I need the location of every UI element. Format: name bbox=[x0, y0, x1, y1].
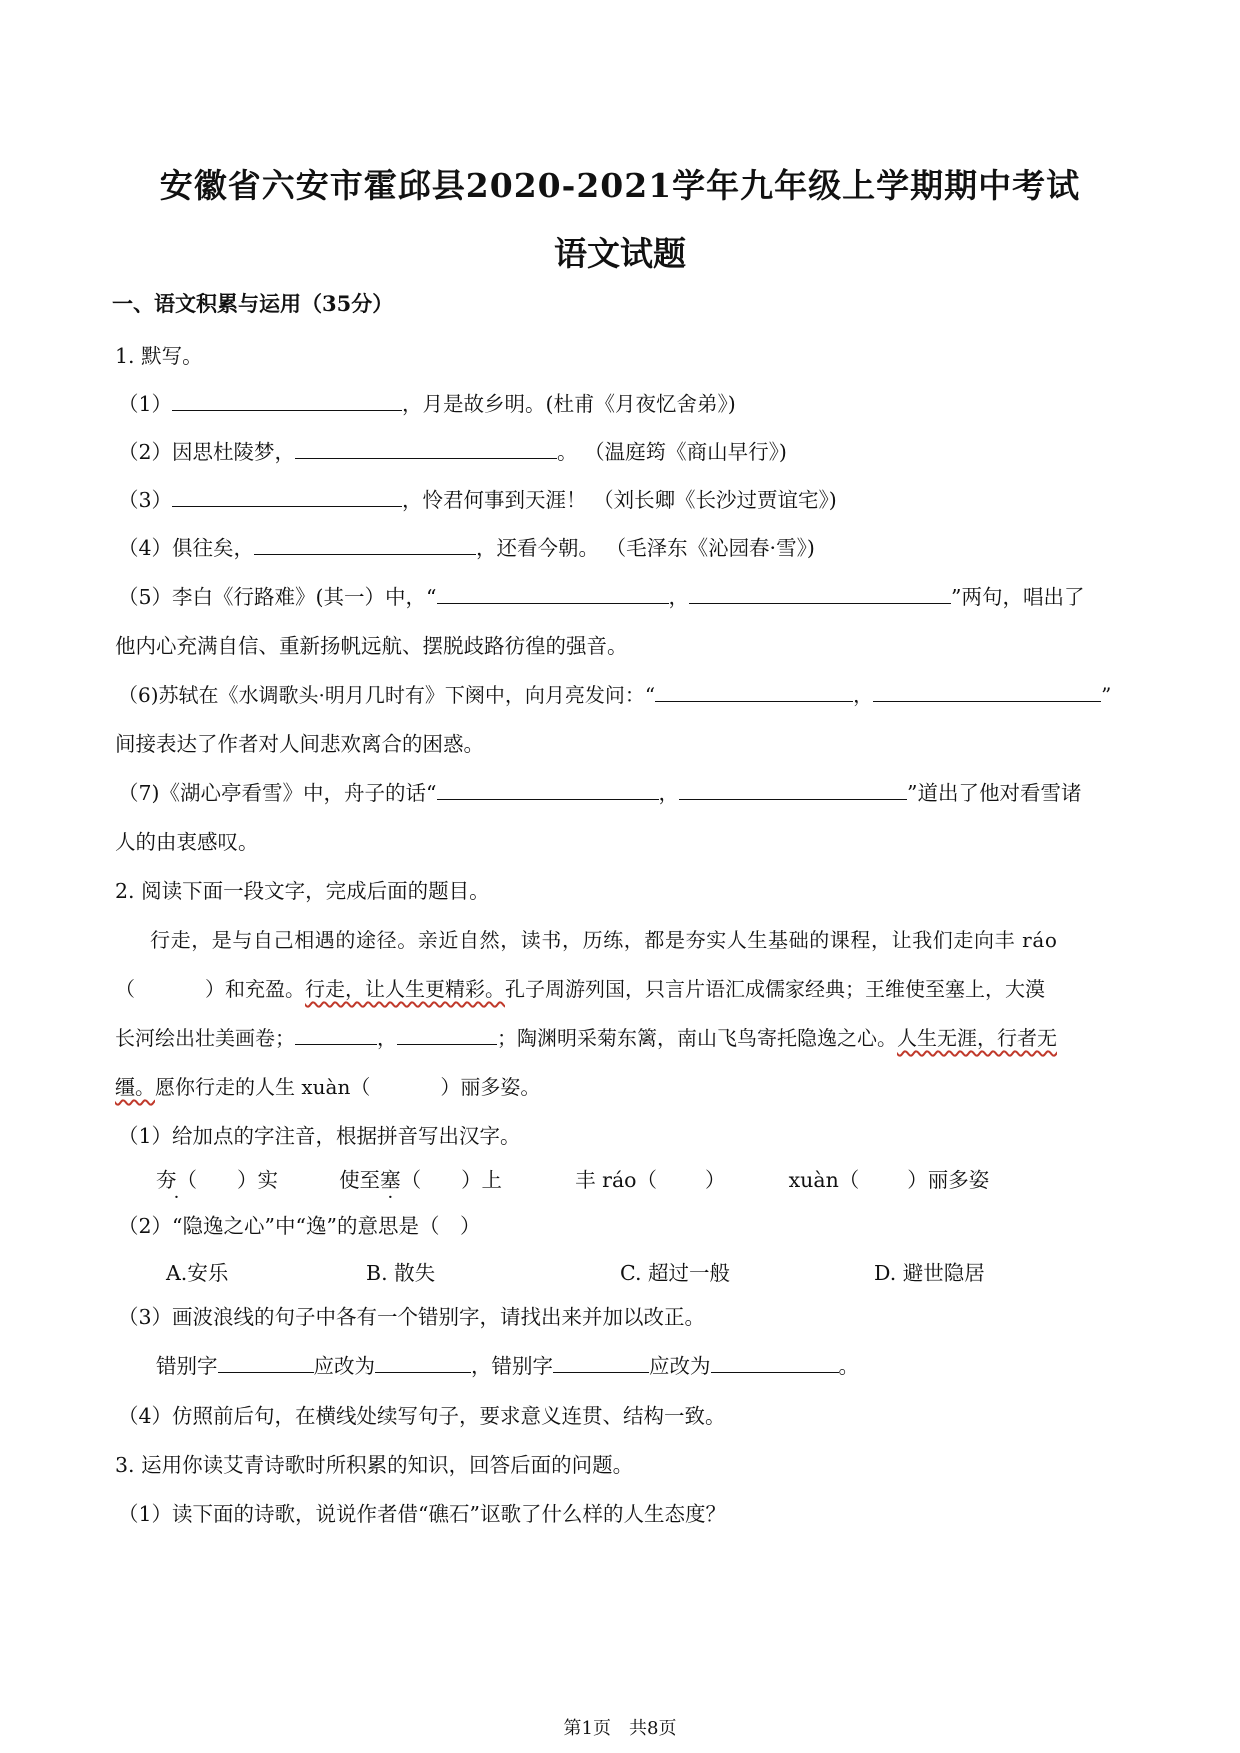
q2-sub-1-items bbox=[156, 1166, 989, 1194]
q1-item-6-pre: （6)苏轼在《水调歌头·明月几时有》下阕中，向月亮发问：“ bbox=[118, 683, 656, 707]
item-text: 使至 bbox=[339, 1168, 381, 1192]
answer-blank[interactable] bbox=[873, 681, 1101, 702]
page-subtitle: 语文试题 bbox=[554, 234, 686, 273]
q1-item-6-mid: ， bbox=[853, 683, 874, 707]
q1-item-2 bbox=[118, 438, 787, 466]
paren-open: （ bbox=[115, 977, 135, 1001]
wavy-sentence-2: 人生无涯，行者无 bbox=[897, 1026, 1057, 1050]
q1-item-5-cont: 他内心充满自信、重新扬帆远航、摆脱歧路彷徨的强音。 bbox=[115, 634, 628, 658]
passage-text: ）和充盈。 bbox=[205, 977, 305, 1001]
answer-blank[interactable] bbox=[711, 1352, 839, 1373]
item-text: 丰 ráo（ bbox=[575, 1168, 658, 1192]
answer-blank[interactable] bbox=[375, 1352, 471, 1373]
option-a[interactable]: A.安乐 bbox=[166, 1261, 229, 1285]
answer-blank[interactable] bbox=[295, 1024, 377, 1045]
label-text: 。 bbox=[838, 1354, 859, 1378]
q1-item-2-post: 。 （温庭筠《商山早行》) bbox=[557, 440, 787, 464]
q1-item-3 bbox=[118, 486, 837, 514]
q3-sub-1: （1）读下面的诗歌，说说作者借“礁石”讴歌了什么样的人生态度？ bbox=[118, 1502, 727, 1526]
page-title: 安徽省六安市霍邱县2020-2021学年九年级上学期期中考试 bbox=[159, 166, 1081, 205]
q2-passage-line-1: 行走，是与自己相遇的途径。亲近自然，读书，历练，都是夯实人生基础的课程，让我们走向丰 ráo bbox=[150, 928, 1058, 952]
answer-blank[interactable] bbox=[172, 390, 402, 411]
q2-stem: 2. 阅读下面一段文字，完成后面的题目。 bbox=[115, 879, 490, 903]
label-text: 应改为 bbox=[313, 1354, 375, 1378]
q2-sub-4: （4）仿照前后句，在横线处续写句子，要求意义连贯、结构一致。 bbox=[118, 1404, 726, 1428]
passage-text: 孔子周游列国，只言片语汇成儒家经典；王维使至塞上，大漠 bbox=[505, 977, 1045, 1001]
wavy-sentence-1: 行走，让人生更精彩。 bbox=[305, 977, 505, 1001]
passage-text: 长河绘出壮美画卷； bbox=[115, 1026, 295, 1050]
answer-blank[interactable] bbox=[679, 779, 907, 800]
item-text: ）丽多姿 bbox=[907, 1168, 990, 1192]
q2-passage-line-2 bbox=[115, 975, 1045, 1003]
answer-blank[interactable] bbox=[295, 438, 557, 459]
q1-item-3-pre: （3） bbox=[118, 488, 173, 512]
item-text: ）实 bbox=[237, 1168, 278, 1192]
answer-blank[interactable] bbox=[437, 779, 659, 800]
item-text: ）上 bbox=[461, 1168, 503, 1192]
q1-item-6 bbox=[118, 681, 1111, 709]
dotted-char: 塞 bbox=[380, 1168, 401, 1192]
item-text: xuàn（ bbox=[788, 1168, 860, 1192]
label-text: 应改为 bbox=[649, 1354, 711, 1378]
q1-item-7-cont: 人的由衷感叹。 bbox=[115, 830, 259, 854]
answer-blank[interactable] bbox=[397, 1024, 497, 1045]
section-heading: 一、语文积累与运用（35分） bbox=[112, 291, 394, 316]
q1-item-1-pre: （1） bbox=[118, 392, 173, 416]
q1-item-5-post: ”两句，唱出了 bbox=[951, 585, 1085, 609]
q1-item-4 bbox=[118, 534, 815, 562]
q1-item-7-mid: ， bbox=[658, 781, 680, 805]
q1-item-2-pre: （2）因思杜陵梦， bbox=[118, 440, 296, 464]
q2-sub-3-answer bbox=[156, 1352, 859, 1380]
q1-item-1 bbox=[118, 390, 736, 418]
q1-item-1-post: ，月是故乡明。(杜甫《月夜忆舍弟》) bbox=[402, 392, 736, 416]
option-d[interactable]: D. 避世隐居 bbox=[874, 1261, 985, 1285]
q2-passage-line-4 bbox=[115, 1073, 540, 1101]
item-text: ） bbox=[705, 1168, 726, 1192]
answer-blank[interactable] bbox=[254, 534, 476, 555]
option-b[interactable]: B. 散失 bbox=[366, 1261, 436, 1285]
q2-sub-1: （1）给加点的字注音，根据拼音写出汉字。 bbox=[118, 1124, 521, 1148]
label-text: ，错别字 bbox=[471, 1354, 553, 1378]
q2-passage-line-3 bbox=[115, 1024, 1057, 1052]
passage-text: ）丽多姿。 bbox=[440, 1075, 541, 1099]
answer-blank[interactable] bbox=[553, 1352, 649, 1373]
answer-blank[interactable] bbox=[437, 583, 669, 604]
q1-item-7-post: ”道出了他对看雪诸 bbox=[907, 781, 1082, 805]
q1-item-5-mid: ， bbox=[668, 585, 690, 609]
answer-blank[interactable] bbox=[689, 583, 951, 604]
answer-blank[interactable] bbox=[655, 681, 853, 702]
option-c[interactable]: C. 超过一般 bbox=[620, 1261, 730, 1285]
item-text: （ bbox=[400, 1168, 422, 1192]
answer-blank[interactable] bbox=[172, 486, 402, 507]
answer-blank[interactable] bbox=[218, 1352, 314, 1373]
q1-item-6-cont: 间接表达了作者对人间悲欢离合的困惑。 bbox=[115, 732, 484, 756]
q1-item-7 bbox=[118, 779, 1082, 807]
q1-item-7-pre: （7)《湖心亭看雪》中，舟子的话“ bbox=[118, 781, 437, 805]
q1-item-3-post: ，怜君何事到天涯！ （刘长卿《长沙过贾谊宅》) bbox=[402, 488, 837, 512]
q1-item-4-pre: （4）俱往矣， bbox=[118, 536, 255, 560]
passage-text: 愿你行走的人生 xuàn（ bbox=[155, 1075, 371, 1099]
q1-item-5-pre: （5）李白《行路难》(其一）中，“ bbox=[118, 585, 437, 609]
page-footer: 第1页 共8页 bbox=[563, 1718, 677, 1739]
q1-stem: 1. 默写。 bbox=[115, 344, 203, 368]
q1-item-5 bbox=[118, 583, 1085, 611]
q2-sub-3: （3）画波浪线的句子中各有一个错别字，请找出来并加以改正。 bbox=[118, 1305, 706, 1329]
q2-sub-2: （2）“隐逸之心”中“逸”的意思是（ ） bbox=[118, 1214, 481, 1238]
q1-item-6-post: ” bbox=[1101, 683, 1112, 707]
passage-text: ， bbox=[377, 1026, 397, 1050]
q3-stem: 3. 运用你读艾青诗歌时所积累的知识，回答后面的问题。 bbox=[115, 1453, 634, 1477]
wavy-sentence-2-end: 缰。 bbox=[115, 1075, 155, 1099]
label-text: 错别字 bbox=[156, 1354, 218, 1378]
q1-item-4-post: ，还看今朝。 （毛泽东《沁园春·雪》) bbox=[476, 536, 815, 560]
passage-text: ；陶渊明采菊东篱，南山飞鸟寄托隐逸之心。 bbox=[497, 1026, 897, 1050]
dotted-char-item: 夯（ · bbox=[156, 1168, 197, 1192]
